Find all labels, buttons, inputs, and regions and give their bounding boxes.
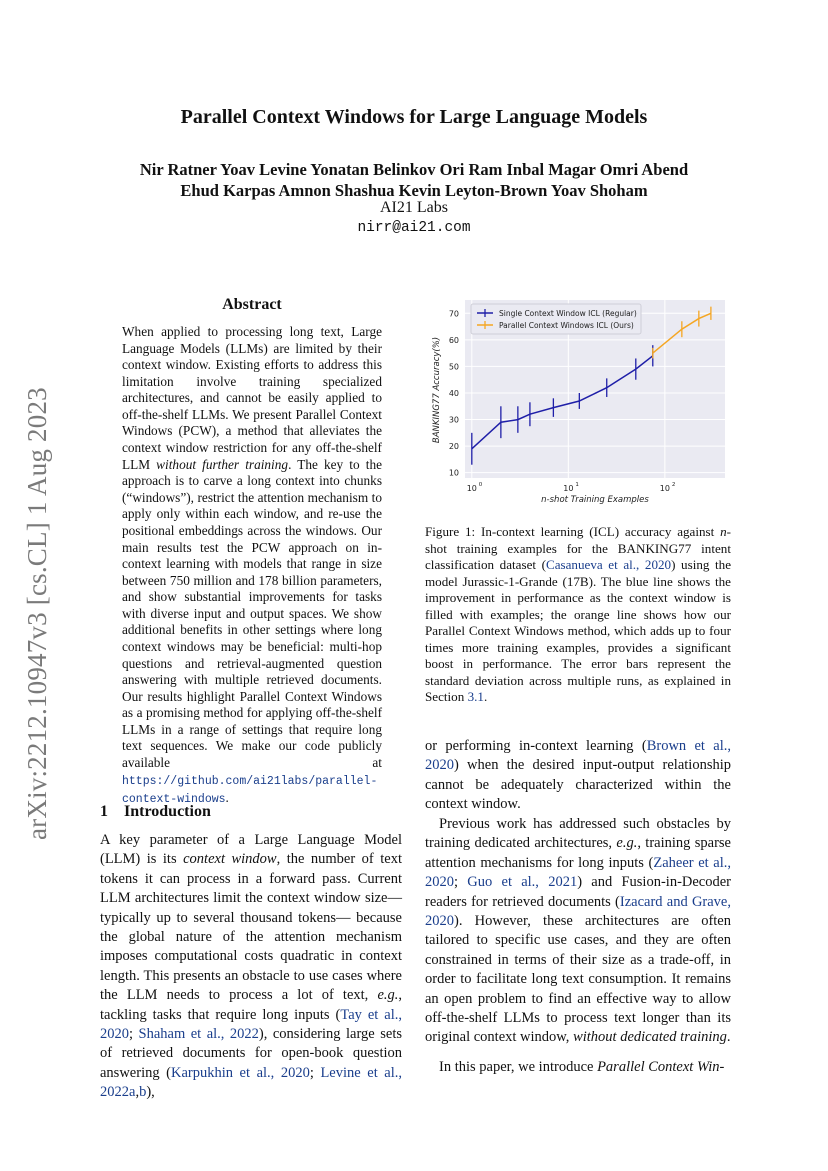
y-tick-label: 20 xyxy=(448,442,459,452)
text-run: ; xyxy=(309,1064,321,1081)
text-run: ) and Fusion-in-Decoder readers for retrieved documents ( xyxy=(425,874,732,910)
x-tick-label: 10 xyxy=(563,484,574,493)
author-email[interactable]: nirr@ai21.com xyxy=(357,220,471,236)
italic-text: context window xyxy=(183,851,277,868)
text-run: Previous work has addressed such obstacles by training dedicated architectures, xyxy=(425,816,731,852)
text-run: . xyxy=(483,689,488,705)
citation-link[interactable]: 3.1 xyxy=(467,689,484,705)
right-column-paragraph-2 xyxy=(425,815,731,1048)
citation-link[interactable]: b xyxy=(139,1084,147,1101)
abstract-text xyxy=(122,324,382,809)
text-run: ). However, these architectures are often tailored to specific use cases, and they are often constrained in terms of their size as a trade-off, in order to facilitate long text consumption. It remains an open problem to find an effective way to allow off-the-shelf LLMs to process text longer than its original context window, xyxy=(425,913,731,1046)
y-tick-label: 60 xyxy=(448,335,459,345)
y-tick-label: 10 xyxy=(448,468,459,478)
section-number: 1 xyxy=(100,803,108,820)
y-tick-label: 70 xyxy=(448,309,459,319)
x-tick-label: 10 xyxy=(659,484,670,493)
paper-title: Parallel Context Windows for Large Language Models xyxy=(180,106,648,128)
text-run: . xyxy=(726,1029,731,1046)
text-run: , training sparse attention mechanisms for long inputs ( xyxy=(425,835,731,871)
abstract-heading: Abstract xyxy=(222,296,282,313)
italic-text: n xyxy=(720,524,727,539)
text-run: A key parameter of a Large Language Model (LLM) is its xyxy=(100,832,402,868)
italic-text: e.g. xyxy=(377,987,399,1004)
chart-legend xyxy=(471,304,641,334)
arxiv-identifier-stamp: arXiv:2212.10947v3 [cs.CL] 1 Aug 2023 xyxy=(22,387,52,840)
code-url-link[interactable]: https://github.com/ai21labs/parallel-context-windows xyxy=(122,774,378,807)
text-run: , xyxy=(135,1084,140,1101)
right-column-paragraph-1 xyxy=(425,737,731,815)
citation-link[interactable]: Guo et al., 2021 xyxy=(467,874,578,891)
abstract-end: . xyxy=(225,790,229,806)
figure-1-caption xyxy=(425,524,731,706)
y-tick-label: 40 xyxy=(448,388,459,398)
legend-label: Parallel Context Windows ICL (Ours) xyxy=(499,321,634,330)
authors-line-1: Nir Ratner Yoav Levine Yonatan Belinkov Ori Ram Inbal Magar Omri Abend xyxy=(139,160,689,179)
text-run: , the number of text tokens it can process in a forward pass. Current LLM architectures limit the context window size—typically up to several thousand tokens— because the global nature of the attention mechanism imposes computational costs quadratic in context length. This presents an obstacle to use cases where the LLM needs to process a lot of text, xyxy=(100,851,402,1004)
text-run: , tackling tasks that require long inputs ( xyxy=(100,987,402,1023)
citation-link[interactable]: Izacard and Grave, 2020 xyxy=(425,893,731,930)
text-run: ; xyxy=(454,874,468,891)
x-tick-exponent: 2 xyxy=(671,482,676,488)
x-tick-exponent: 1 xyxy=(575,482,579,488)
text-run: In this paper, we introduce xyxy=(439,1059,598,1075)
text-run: -shot training examples for the BANKING77 intent classification dataset ( xyxy=(425,524,731,573)
y-axis-label: BANKING77 Accuracy(%) xyxy=(432,336,442,444)
citation-link[interactable]: Tay et al., 2020 xyxy=(100,1006,402,1043)
section-title: Introduction xyxy=(124,803,211,820)
text-run: ; xyxy=(129,1026,139,1043)
section-heading-introduction xyxy=(100,803,400,821)
abstract-text-part: . The key to the approach is to carve a long context into chunks (“windows”), restrict the attention mechanism to apply only within each window, and re-use the positional embeddings across the windows. Our main results test the PCW approach on in-context learning with models that range in size between 750 million and 178 billion parameters, and show substantial improvements for tasks with diverse input and output spaces. We show additional benefits in other settings where long context windows may be beneficial: multi-hop questions and retrieval-augmented question answering with multiple retrieved documents. Our results highlight Parallel Context Windows as a promising method for applying off-the-shelf LLMs in a range of settings that require long text sequences. We make our code publicly available at xyxy=(122,456,382,771)
x-tick-exponent: 0 xyxy=(478,482,483,488)
x-axis-label: n-shot Training Examples xyxy=(541,495,649,505)
citation-link[interactable]: Karpukhin et al., 2020 xyxy=(170,1064,310,1081)
intro-paragraph-1 xyxy=(100,831,402,1103)
abstract-italic: without further training xyxy=(156,456,289,472)
legend-label: Single Context Window ICL (Regular) xyxy=(499,309,637,318)
right-column-paragraph-3 xyxy=(425,1058,731,1077)
italic-text: Parallel Context Win- xyxy=(597,1059,725,1075)
text-run: or performing in-context learning ( xyxy=(425,738,647,754)
text-run: ), xyxy=(146,1084,155,1101)
figure-1-chart xyxy=(425,300,731,510)
y-tick-label: 50 xyxy=(448,362,459,372)
citation-link[interactable]: Casanueva et al., 2020 xyxy=(545,557,672,573)
affiliation: AI21 Labs xyxy=(380,199,448,216)
text-run: ) using the model Jurassic-1-Grande (17B). The blue line shows the improvement in performance as the context window is filled with examples; the orange line shows how our Parallel Context Windows method, which adds up to four times more training examples, provides a significant boost in performance. The error bars represent the standard deviation across multiple runs, as explained in Section xyxy=(425,557,732,705)
y-tick-label: 30 xyxy=(448,415,459,425)
citation-link[interactable]: Levine et al., 2022a xyxy=(100,1064,403,1101)
italic-text: without dedicated training xyxy=(573,1029,727,1046)
authors-line-2: Ehud Karpas Amnon Shashua Kevin Leyton-Brown Yoav Shoham xyxy=(180,181,648,200)
italic-text: e.g. xyxy=(616,835,638,852)
citation-link[interactable]: Shaham et al., 2022 xyxy=(138,1026,259,1043)
text-run: Figure 1: In-context learning (ICL) accuracy against xyxy=(425,524,721,539)
citation-link[interactable]: Zaheer et al., 2020 xyxy=(425,854,731,891)
citation-link[interactable]: Brown et al., 2020 xyxy=(425,738,731,774)
accuracy-line-chart xyxy=(425,300,731,510)
x-tick-label: 10 xyxy=(466,484,477,493)
text-run: ), considering large sets of retrieved documents for open-book question answering ( xyxy=(100,1026,402,1081)
abstract-text-part: When applied to processing long text, Large Language Models (LLMs) are limited by their context window. Existing efforts to address this limitation involve training specialized architectures, and cannot be easily applied to off-the-shelf LLMs. We present Parallel Context Windows (PCW), a method that alleviates the context window restriction for any off-the-shelf LLM xyxy=(122,324,382,472)
text-run: ) when the desired input-output relationship cannot be adequately characterized within the context window. xyxy=(425,757,731,813)
